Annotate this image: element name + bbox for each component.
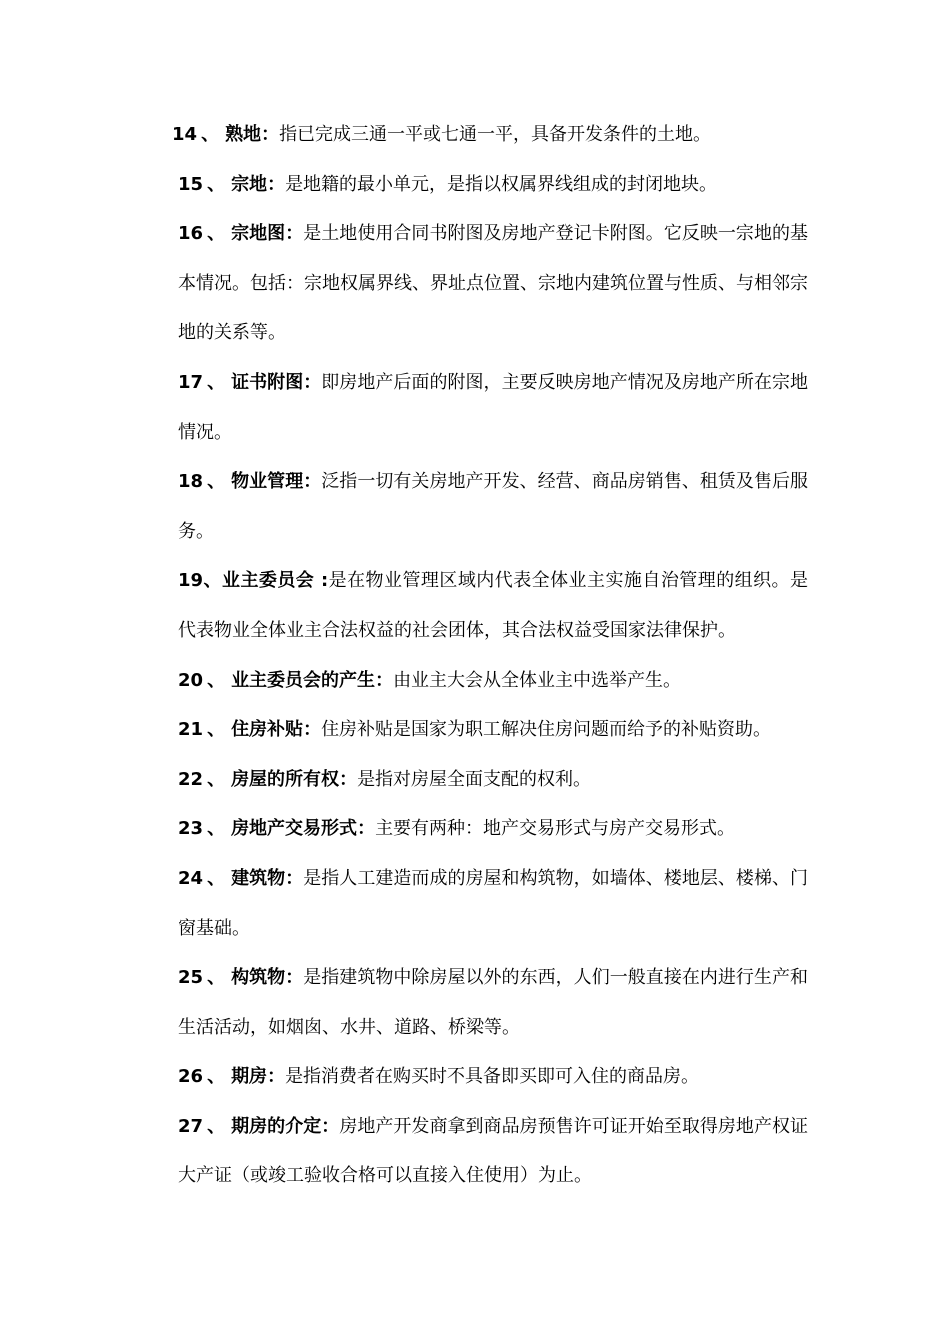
entry-separator: 、 [207, 768, 226, 790]
entry-definition: 泛指一切有关房地产开发、经营、商品房销售、租赁及售后服务。 [178, 471, 809, 542]
entry-separator: 、 [207, 669, 226, 691]
entry-number: 26 [178, 1066, 204, 1088]
glossary-entry-19 [178, 556, 808, 655]
entry-definition: 是指建筑物中除房屋以外的东西，人们一般直接在内进行生产和生活活动，如烟囱、水井、道路、桥梁等。 [178, 967, 809, 1038]
entry-term: 熟地 [225, 124, 262, 145]
glossary-entry-17 [178, 358, 808, 457]
glossary-entry-25 [178, 953, 808, 1052]
entry-separator: 、 [207, 1115, 226, 1137]
entry-separator: 、 [207, 867, 226, 889]
entry-number: 18 [178, 471, 204, 493]
entry-number: 23 [178, 818, 204, 840]
entry-separator: 、 [207, 371, 226, 393]
entry-number: 27 [178, 1115, 204, 1137]
entry-term: 房屋的所有权 [231, 768, 340, 790]
entry-separator: 、 [207, 967, 226, 989]
entry-term: 构筑物 [231, 967, 286, 989]
entry-term: 物业管理 [231, 471, 304, 493]
entry-separator: 、 [207, 1066, 226, 1088]
entry-term: 证书附图 [231, 371, 304, 393]
entry-definition: 是指对房屋全面支配的权利。 [357, 768, 592, 790]
entry-colon: ： [375, 669, 394, 691]
entry-term: 期房 [231, 1066, 268, 1088]
glossary-list [172, 110, 809, 1201]
glossary-entry-14 [172, 110, 808, 160]
entry-definition: 由业主大会从全体业主中选举产生。 [393, 669, 682, 691]
entry-definition: 住房补贴是国家为职工解决住房问题而给予的补贴资助。 [321, 719, 772, 741]
entry-colon: ： [285, 967, 304, 989]
entry-colon: ： [339, 768, 358, 790]
entry-number: 24 [178, 867, 204, 889]
entry-number: 20 [178, 669, 204, 691]
entry-number: 22 [178, 768, 204, 790]
entry-number: 17 [178, 371, 204, 393]
entry-term: 房地产交易形式 [231, 818, 358, 840]
entry-definition: 是在物业管理区域内代表全体业主实施自治管理的组织。是代表物业全体业主合法权益的社会团体，其合法权益受国家法律保护。 [178, 570, 809, 641]
entry-definition: 是指人工建造而成的房屋和构筑物，如墙体、楼地层、楼梯、门窗基础。 [178, 867, 809, 939]
entry-colon: ： [261, 124, 280, 145]
entry-number: 14 [172, 124, 198, 145]
glossary-entry-16 [178, 209, 808, 358]
entry-definition: 主要有两种：地产交易形式与房产交易形式。 [375, 818, 736, 840]
entry-definition: 指已完成三通一平或七通一平，具备开发条件的土地。 [279, 124, 712, 145]
entry-colon: ： [285, 867, 304, 889]
glossary-entry-23 [178, 804, 808, 854]
entry-term: 期房的介定 [231, 1115, 322, 1137]
entry-colon: ： [303, 719, 322, 741]
entry-colon: : [314, 570, 329, 592]
entry-colon: ： [303, 371, 322, 393]
glossary-entry-24 [178, 854, 808, 953]
glossary-entry-20 [178, 656, 808, 706]
entry-term: 宗地 [231, 173, 268, 195]
entry-number: 25 [178, 967, 204, 989]
glossary-entry-26 [178, 1052, 808, 1102]
entry-definition: 即房地产后面的附图，主要反映房地产情况及房地产所在宗地情况。 [178, 371, 809, 443]
entry-number: 16 [178, 223, 204, 245]
entry-colon: ： [357, 818, 376, 840]
entry-separator: 、 [207, 173, 226, 195]
entry-number: 19 [178, 570, 204, 592]
entry-term: 宗地图 [231, 223, 286, 245]
entry-separator: 、 [207, 223, 226, 245]
entry-colon: ： [285, 223, 304, 245]
entry-separator: 、 [207, 818, 226, 840]
entry-colon: ： [321, 1115, 340, 1137]
glossary-entry-18 [178, 457, 808, 556]
entry-definition: 是地籍的最小单元，是指以权属界线组成的封闭地块。 [285, 173, 718, 195]
entry-definition: 房地产开发商拿到商品房预售许可证开始至取得房地产权证大产证（或竣工验收合格可以直接入住使用）为止。 [178, 1115, 809, 1187]
entry-number: 15 [178, 173, 204, 195]
entry-definition: 是指消费者在购买时不具备即买即可入住的商品房。 [285, 1066, 700, 1088]
glossary-entry-21 [178, 705, 808, 755]
entry-colon: ： [267, 1066, 286, 1088]
entry-colon: ： [267, 173, 286, 195]
entry-term: 住房补贴 [231, 719, 304, 741]
entry-term: 业主委员会的产生 [231, 669, 376, 691]
entry-term: 建筑物 [231, 867, 286, 889]
entry-separator: 、 [201, 124, 220, 145]
entry-colon: ： [303, 471, 322, 493]
entry-separator: 、 [203, 570, 222, 592]
entry-number: 21 [178, 719, 204, 741]
glossary-entry-15 [178, 160, 808, 210]
entry-term: 业主委员会 [221, 570, 315, 592]
glossary-entry-27 [178, 1102, 808, 1201]
entry-definition: 是土地使用合同书附图及房地产登记卡附图。它反映一宗地的基本情况。包括：宗地权属界线、界址点位置、宗地内建筑位置与性质、与相邻宗地的关系等。 [178, 223, 809, 344]
entry-separator: 、 [207, 719, 226, 741]
glossary-entry-22 [178, 755, 808, 805]
entry-separator: 、 [207, 471, 226, 493]
